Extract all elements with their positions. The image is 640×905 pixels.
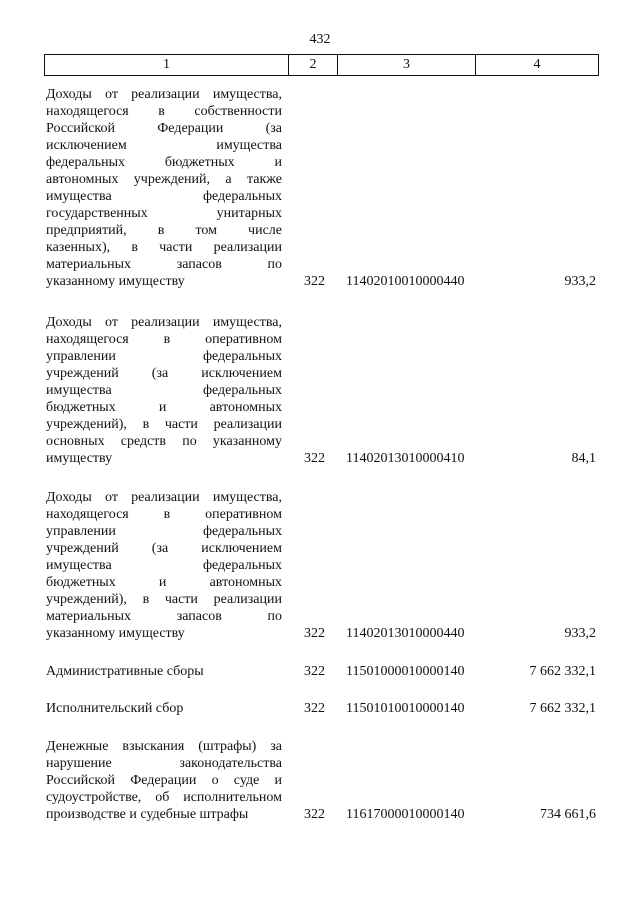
description-line: Доходы от реализации имущества, <box>46 315 282 330</box>
description-line: Российской Федерации (за <box>46 121 282 136</box>
amount: 933,2 <box>564 626 596 641</box>
description-line: находящегося в оперативном <box>46 332 282 347</box>
amount: 933,2 <box>564 274 596 289</box>
table-header <box>44 54 599 76</box>
amount: 734 661,6 <box>540 807 596 822</box>
description-line: автономных учреждений, а также <box>46 172 282 187</box>
header-col-1: 1 <box>45 55 289 75</box>
row-description <box>46 86 282 290</box>
description-line: нарушение законодательства <box>46 756 282 771</box>
header-col-3: 3 <box>338 55 476 75</box>
row-description <box>46 489 282 642</box>
page-number: 432 <box>309 32 331 47</box>
budget-code: 11402013010000410 <box>346 451 465 466</box>
description-line: учреждений), в части реализации <box>46 592 282 607</box>
description-line: учреждений (за исключением <box>46 541 282 556</box>
admin-code: 322 <box>304 807 325 822</box>
description-line: находящегося в собственности <box>46 104 282 119</box>
budget-code: 11402010010000440 <box>346 274 465 289</box>
amount: 84,1 <box>571 451 596 466</box>
description-line: указанному имуществу <box>46 626 185 641</box>
description-line: предприятий, в том числе <box>46 223 282 238</box>
amount: 7 662 332,1 <box>529 664 596 679</box>
admin-code: 322 <box>304 451 325 466</box>
description-line: производстве и судебные штрафы <box>46 807 249 822</box>
budget-code: 11501000010000140 <box>346 664 465 679</box>
header-col-2: 2 <box>289 55 338 75</box>
description-line: Административные сборы <box>46 664 204 679</box>
budget-code: 11617000010000140 <box>346 807 465 822</box>
description-line: управлении федеральных <box>46 524 282 539</box>
row-description <box>46 738 282 823</box>
description-line: имущества федеральных <box>46 558 282 573</box>
amount: 7 662 332,1 <box>529 701 596 716</box>
admin-code: 322 <box>304 626 325 641</box>
row-description <box>46 700 282 717</box>
description-line: управлении федеральных <box>46 349 282 364</box>
budget-code: 11501010010000140 <box>346 701 465 716</box>
description-line: федеральных бюджетных и <box>46 155 282 170</box>
description-line: учреждений (за исключением <box>46 366 282 381</box>
admin-code: 322 <box>304 274 325 289</box>
description-line: Доходы от реализации имущества, <box>46 490 282 505</box>
description-line: бюджетных и автономных <box>46 400 282 415</box>
description-line: имущества федеральных <box>46 189 282 204</box>
budget-code: 11402013010000440 <box>346 626 465 641</box>
description-line: находящегося в оперативном <box>46 507 282 522</box>
description-line: имущества федеральных <box>46 383 282 398</box>
description-line: Исполнительский сбор <box>46 701 184 716</box>
admin-code: 322 <box>304 701 325 716</box>
row-description <box>46 314 282 467</box>
description-line: материальных запасов по <box>46 609 282 624</box>
description-line: указанному имуществу <box>46 274 185 289</box>
description-line: Доходы от реализации имущества, <box>46 87 282 102</box>
description-line: основных средств по указанному <box>46 434 282 449</box>
description-line: учреждений), в части реализации <box>46 417 282 432</box>
description-line: имуществу <box>46 451 113 466</box>
description-line: материальных запасов по <box>46 257 282 272</box>
description-line: Российской Федерации о суде и <box>46 773 282 788</box>
description-line: исключением имущества <box>46 138 282 153</box>
header-col-4: 4 <box>533 57 541 72</box>
description-line: государственных унитарных <box>46 206 282 221</box>
description-line: Денежные взыскания (штрафы) за <box>46 739 282 754</box>
description-line: казенных), в части реализации <box>46 240 282 255</box>
row-description <box>46 663 282 680</box>
admin-code: 322 <box>304 664 325 679</box>
description-line: бюджетных и автономных <box>46 575 282 590</box>
description-line: судоустройстве, об исполнительном <box>46 790 282 805</box>
